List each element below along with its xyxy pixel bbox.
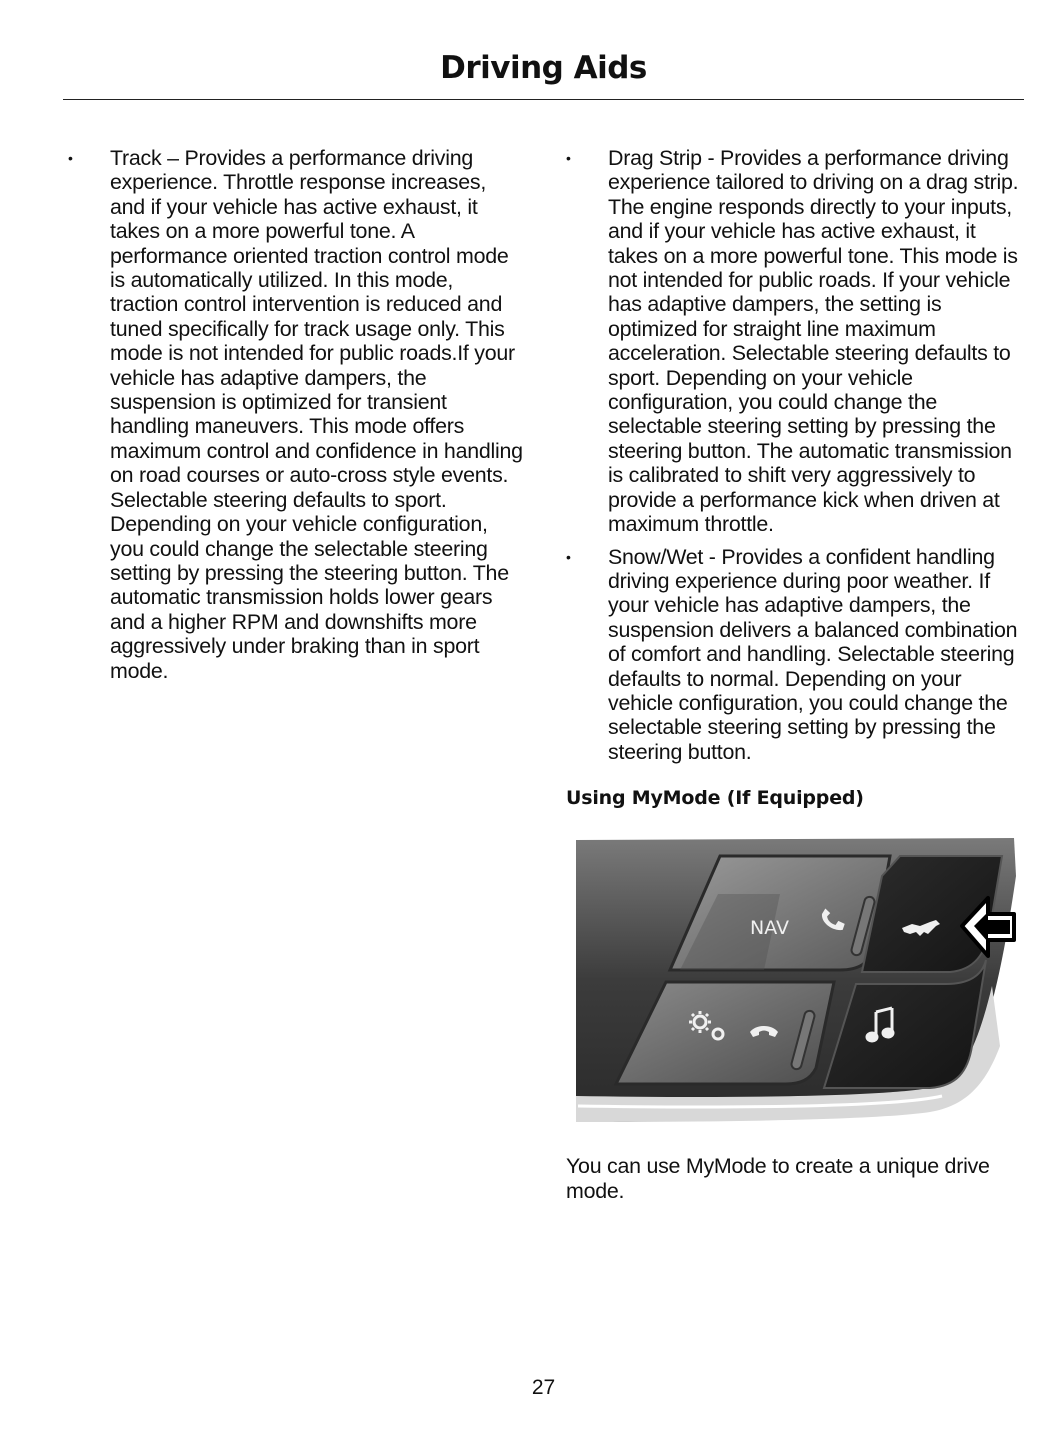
- left-bullet-list: [62, 146, 524, 683]
- bullet-drag-strip: [560, 146, 1022, 537]
- nav-label: NAV: [750, 917, 789, 940]
- bullet-snow-wet: [560, 545, 1022, 765]
- figure-caption: You can use MyMode to create a unique drive mode.: [566, 1154, 990, 1203]
- bullet-text: Track – Provides a performance driving experience. Throttle response increases, and if your vehicle has active exhaust, it takes on a more powerful tone. A performance oriented traction control mode is automatically utilized. In this mode, traction control intervention is reduced and tuned specifically for track usage only. This mode is not intended for public roads.If your vehicle has adaptive dampers, the suspension is optimized for transient handling maneuvers. This mode offers maximum control and confidence in handling on road courses or auto-cross style events. Selectable steering defaults to sport. Depending on your vehicle configuration, you could change the selectable steering setting by pressing the steering button. The automatic transmission holds lower gears and a higher RPM and downshifts more aggressively under braking than in sport mode.: [110, 146, 523, 683]
- bullet-marker: •: [566, 548, 571, 565]
- page-title: Driving Aids: [440, 50, 647, 86]
- right-bullet-list: [560, 146, 1022, 764]
- right-column: [560, 146, 1022, 1203]
- bullet-text: Drag Strip - Provides a performance driving experience tailored to driving on a drag strip. The engine responds directly to your inputs, and if your vehicle has active exhaust, it takes on a more powerful tone. This mode is not intended for public roads. If your vehicle has adaptive dampers, the setting is optimized for straight line maximum acceleration. Selectable steering defaults to sport. Depending on your vehicle configuration, you could change the selectable steering setting by pressing the steering button. The automatic transmission is calibrated to shift very aggressively to provide a performance kick when driven at maximum throttle.: [608, 146, 1019, 537]
- steering-wheel-controls-illustration: [570, 836, 1018, 1126]
- page-number: 27: [531, 1376, 556, 1399]
- bullet-track: [62, 146, 524, 683]
- bullet-marker: •: [68, 150, 73, 166]
- title-divider: [63, 99, 1024, 100]
- section-heading-mymode: Using MyMode (If Equipped): [566, 787, 864, 810]
- bullet-text: Snow/Wet - Provides a confident handling driving experience during poor weather. If your vehicle has adaptive dampers, the suspension delivers a balanced combination of comfort and handling. Selectable steering defaults to normal. Depending on your vehicle configuration, you could change the selectable steering setting by pressing the steering button.: [608, 544, 1018, 764]
- left-column: [62, 146, 524, 691]
- bullet-marker: •: [566, 150, 571, 166]
